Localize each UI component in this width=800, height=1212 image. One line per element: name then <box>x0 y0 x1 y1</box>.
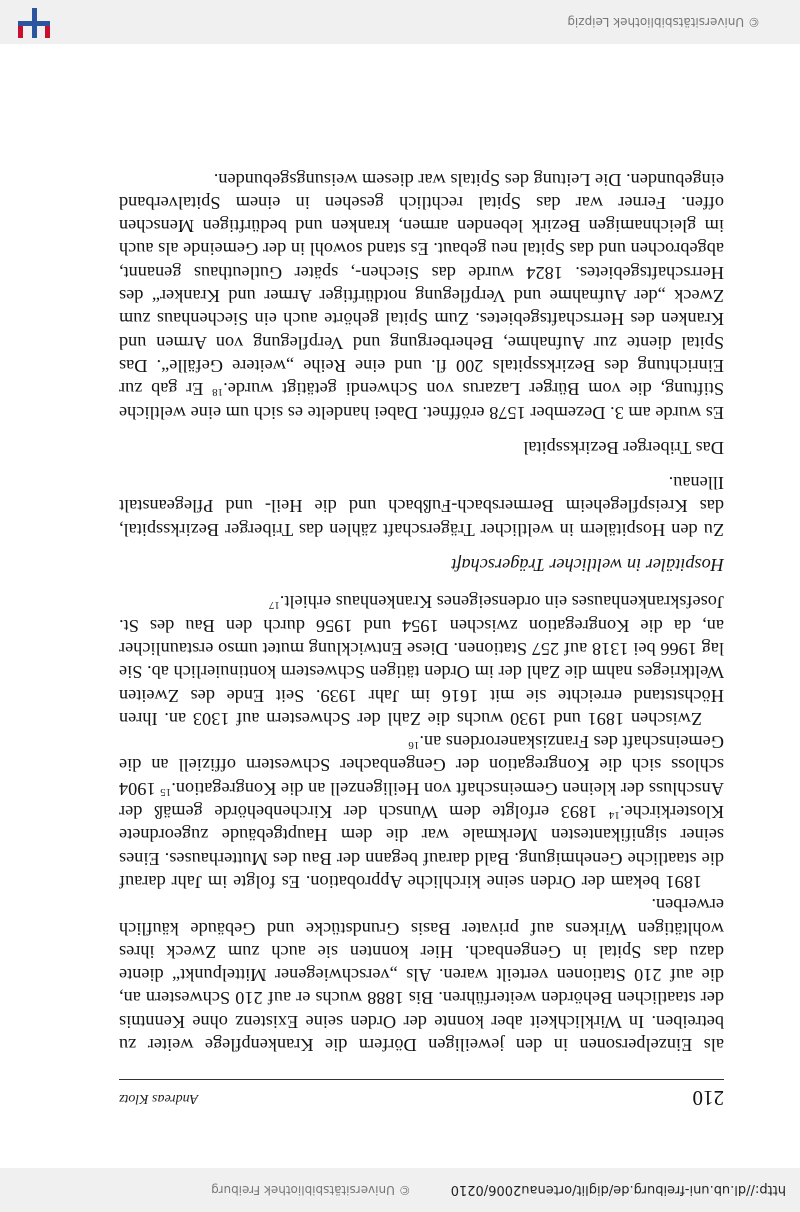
library-credit: © Universitätsbibliothek Freiburg <box>211 1183 411 1197</box>
footnote-ref: 16 <box>408 739 420 752</box>
scanned-page <box>0 44 800 1168</box>
header-rule <box>119 1079 724 1080</box>
library-credit-bottom: © Universitätsbibliothek Leipzig <box>567 15 760 29</box>
footnote-ref: 18 <box>212 386 224 399</box>
viewer-top-bar <box>0 1168 800 1212</box>
paragraph-4: Zu den Hospitälern in weltlicher Trägerschaft zählen das Triberger Bezirksspital, das Kreispflegeheim Bermersbach-Fußbach und die Heil- und Pflegeanstalt Illenau. <box>119 473 724 540</box>
footnote-ref: 17 <box>268 599 280 612</box>
running-head-author: Andreas Klotz <box>119 1091 199 1106</box>
footnote-ref: 15 <box>160 785 172 798</box>
paragraph-1: als Einzelpersonen in den jeweiligen Dörfern die Krankenpflege weiter zu betreiben. In Wirklichkeit aber konnte der Orden seine Existenz ohne Kenntnis der staatlichen Behörden weiterführen. Bis 1888 wuchs er auf 210 Schwestern an, die auf 210 Stationen verteilt waren. Als „verschwiegener Mittelpunkt“ diente dazu das Spital in Gengenbach. Hier konnten sie auch zum Zweck ihres wohltätigen Wirkens auf privater Basis Grundstücke und Gebäude käuflich erwerben. <box>119 895 724 1055</box>
page-body <box>119 167 724 1056</box>
subsection-heading: Das Triberger Bezirksspital <box>523 437 724 458</box>
footnote-ref: 14 <box>608 809 620 822</box>
viewer-bottom-bar <box>0 0 800 44</box>
section-heading: Hospitäler in weltlicher Trägerschaft <box>451 555 724 576</box>
paragraph-3: Zwischen 1891 und 1930 wuchs die Zahl der Schwestern auf 1303 an. Ihren Höchststand erreichte sie mit 1616 im Jahr 1939. Seit Ende des Zweiten Weltkrieges nahm die Zahl der im Orden tätigen Schwestern kontinuierlich ab. Sie lag 1966 bei 1318 auf 257 Stationen. Diese Entwicklung mutet umso erstaunlicher an, da die Kongregation zwischen 1954 und 1956 durch den Bau des St. Josefskrankenhauses ein ordenseigenes Krankenhaus erhielt.$^{17}$ <box>119 592 724 729</box>
page-number: 210 <box>692 1086 724 1110</box>
ub-freiburg-logo-icon <box>14 8 54 38</box>
paragraph-2: 1891 bekam der Orden seine kirchliche Approbation. Es folgte im Jahr darauf die staatliche Genehmigung. Bald darauf begann der Bau des Mutterhauses. Eines seiner signifikantesten Merkmale war die dem Hauptgebäude zugeordnete Klosterkirche.$^{14}$ 1893 erfolgte dem Wunsch der Kirchenbehörde gemäß der Anschluss der kleinen Gemeinschaft von Heiligenzell an die Kongregation.$^{15}$ 1904 schloss sich die Kongregation der Gengenbacher Schwestern offiziell an die Gemeinschaft des Franziskanerordens an.$^{16}$ <box>119 732 724 892</box>
running-head <box>119 1070 724 1110</box>
paragraph-5: Es wurde am 3. Dezember 1578 eröffnet. Dabei handelte es sich um eine weltliche Stiftung, die vom Bürger Lazarus von Schwendi getätigt wurde.$^{18}$ Er gab zur Einrichtung des Bezirksspitals 200 fl. und eine Reihe „weitere Gefälle“. Das Spital diente zur Aufnahme, Beherbergung und Verpflegung von Armen und Kranken des Herrschaftsgebietes. Zum Spital gehörte auch ein Siechenhaus zum Zweck „der Aufnahme und Verpflegung notdürftiger Armer und Kranker“ des Herrschaftsgebietes. 1824 wurde das Siechen-, später Gutleuthaus genannt, abgebrochen und das Spital neu gebaut. Es stand sowohl in der Gemeinde als auch im gleichnamigen Bezirk lebenden armen, kranken und bedürftigen Menschen offen. Ferner war das Spital rechtlich gesehen in einem Spitalverband eingebunden. Die Leitung des Spitals war diesem weisungsgebunden. <box>119 169 724 423</box>
source-url-link[interactable]: http://dl.ub.uni-freiburg.de/diglit/ortenau2006/0210 <box>450 1182 786 1198</box>
